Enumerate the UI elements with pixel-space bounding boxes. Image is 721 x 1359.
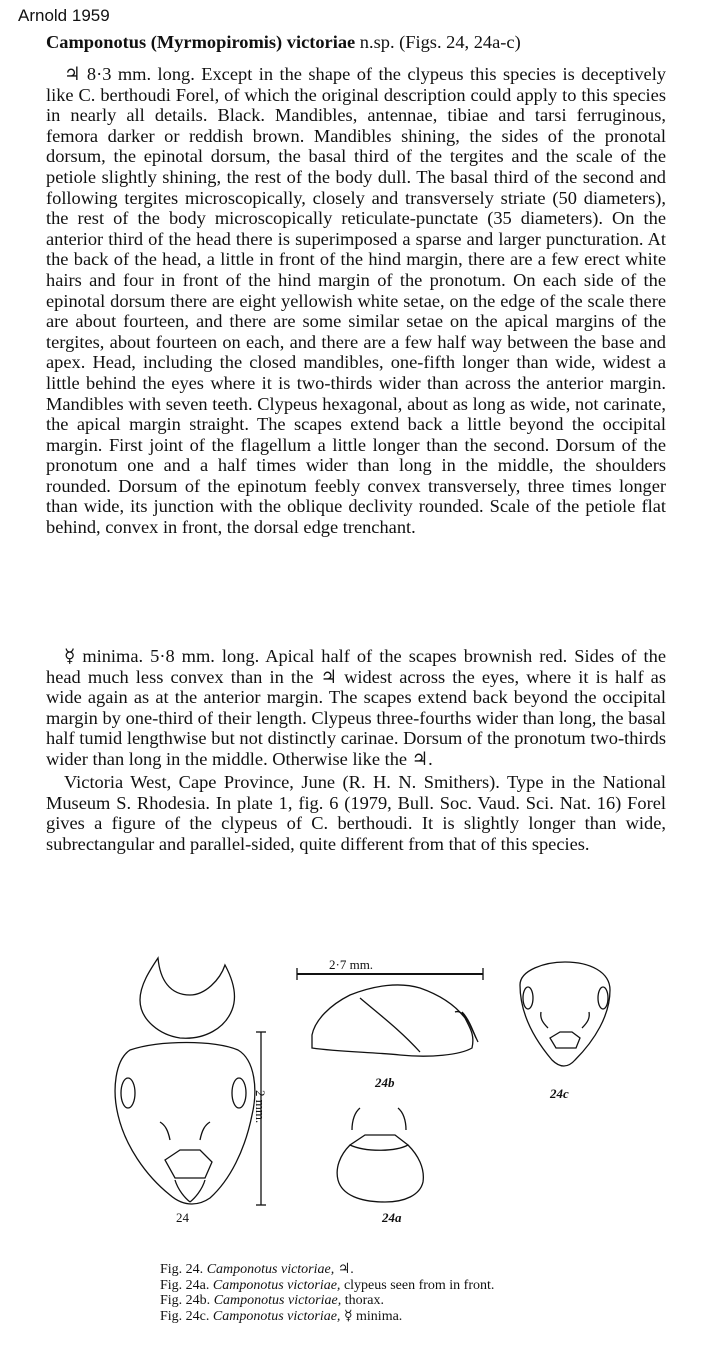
- species-name: Camponotus (Myrmopiromis) victoriae: [46, 32, 356, 52]
- type-locality: Victoria West, Cape Province, June (R. H. N. Smithers). Type in the National Museum S. Rhodesia. In plate 1, fig. 6 (1979, Bull. Soc. Vaud. Sci. Nat. 16) Forel gives a figure of the clypeus of C. berthoudi. It is slightly longer than wide, subrectangular and parallel-sided, quite different from that of this species.: [46, 772, 666, 854]
- label-fig24a: 24a: [382, 1210, 402, 1225]
- fig24-drawing: [115, 958, 266, 1205]
- caption-line: Fig. 24. Camponotus victoriae, ♃.: [160, 1262, 354, 1277]
- species-title: [46, 32, 666, 53]
- description-minima: ☿ minima. 5·8 mm. long. Apical half of the scapes brownish red. Sides of the head much less convex than in the ♃ widest across the eyes, where it is half as wide again as at the anterior margin. The scapes extend back beyond the occipital margin by one-third of their length. Clypeus three-fourths wider than long, the basal half tumid lengthwise but not distinctly carinae. Dorsum of the pronotum two-thirds wider than long in the middle. Otherwise like the ♃.: [46, 646, 666, 769]
- page-header: Arnold 1959: [18, 6, 110, 25]
- figure-plate: [0, 940, 721, 1240]
- caption-line: Fig. 24c. Camponotus victoriae, ☿ minima.: [160, 1308, 403, 1324]
- scale-label-2mm: 2 mm.: [253, 1090, 268, 1124]
- fig24b-drawing: [297, 968, 483, 1056]
- description-major: ♃ 8·3 mm. long. Except in the shape of the clypeus this species is deceptively like C. berthoudi Forel, of which the original description could apply to this species in nearly all details. Black. Mandibles, antennae, tibiae and tarsi ferruginous, femora darker or reddish brown. Mandibles shining, the sides of the pronotal dorsum, the epinotal dorsum, the basal third of the tergites and the scale of the petiole slightly shining, the rest of the body dull. The basal third of the second and following tergites microscopically, closely and transversely striate (50 diameters), the rest of the body microscopically reticulate-punctate (35 diameters). On the anterior third of the head there is superimposed a sparse and larger puncturation. At the back of the head, a little in front of the hind margin, there are a few erect white hairs and four in front of the hind margin of the pronotum. On each side of the epinotal dorsum there are eight yellowish white setae, on the edge of the scale there are about fourteen, and there are some similar setae on the apical margins of the tergites, about fourteen on each, and there are a few half way between the base and apex. Head, including the closed mandibles, one-fifth longer than wide, widest a little behind the eyes where it is two-thirds wider than across the anterior margin. Mandibles with seven teeth. Clypeus hexagonal, about as long as wide, not carinate, the apical margin straight. The scapes extend back a little beyond the occipital margin. First joint of the flagellum a little longer than the second. Dorsum of the pronotum one and a half times wider than long in the middle, the shoulders rounded. Dorsum of the epinotum feebly convex transversely, three times longer than wide, its junction with the oblique declivity rounded. Scale of the petiole flat behind, convex in front, the dorsal edge trenchant.: [46, 64, 666, 538]
- label-fig24c: 24c: [550, 1086, 569, 1101]
- caption-line: Fig. 24b. Camponotus victoriae, thorax.: [160, 1293, 384, 1309]
- fig24c-drawing: [520, 962, 610, 1066]
- fig24a-drawing: [337, 1108, 423, 1202]
- species-figs: n.sp. (Figs. 24, 24a-c): [355, 32, 521, 52]
- caption-line: Fig. 24a. Camponotus victoriae, clypeus seen from in front.: [160, 1277, 495, 1293]
- figure-captions: [160, 1262, 680, 1324]
- scale-label-27mm: 2·7 mm.: [329, 957, 374, 972]
- label-fig24: 24: [176, 1210, 189, 1225]
- figure-drawings: [0, 940, 721, 1240]
- label-fig24b: 24b: [375, 1075, 395, 1090]
